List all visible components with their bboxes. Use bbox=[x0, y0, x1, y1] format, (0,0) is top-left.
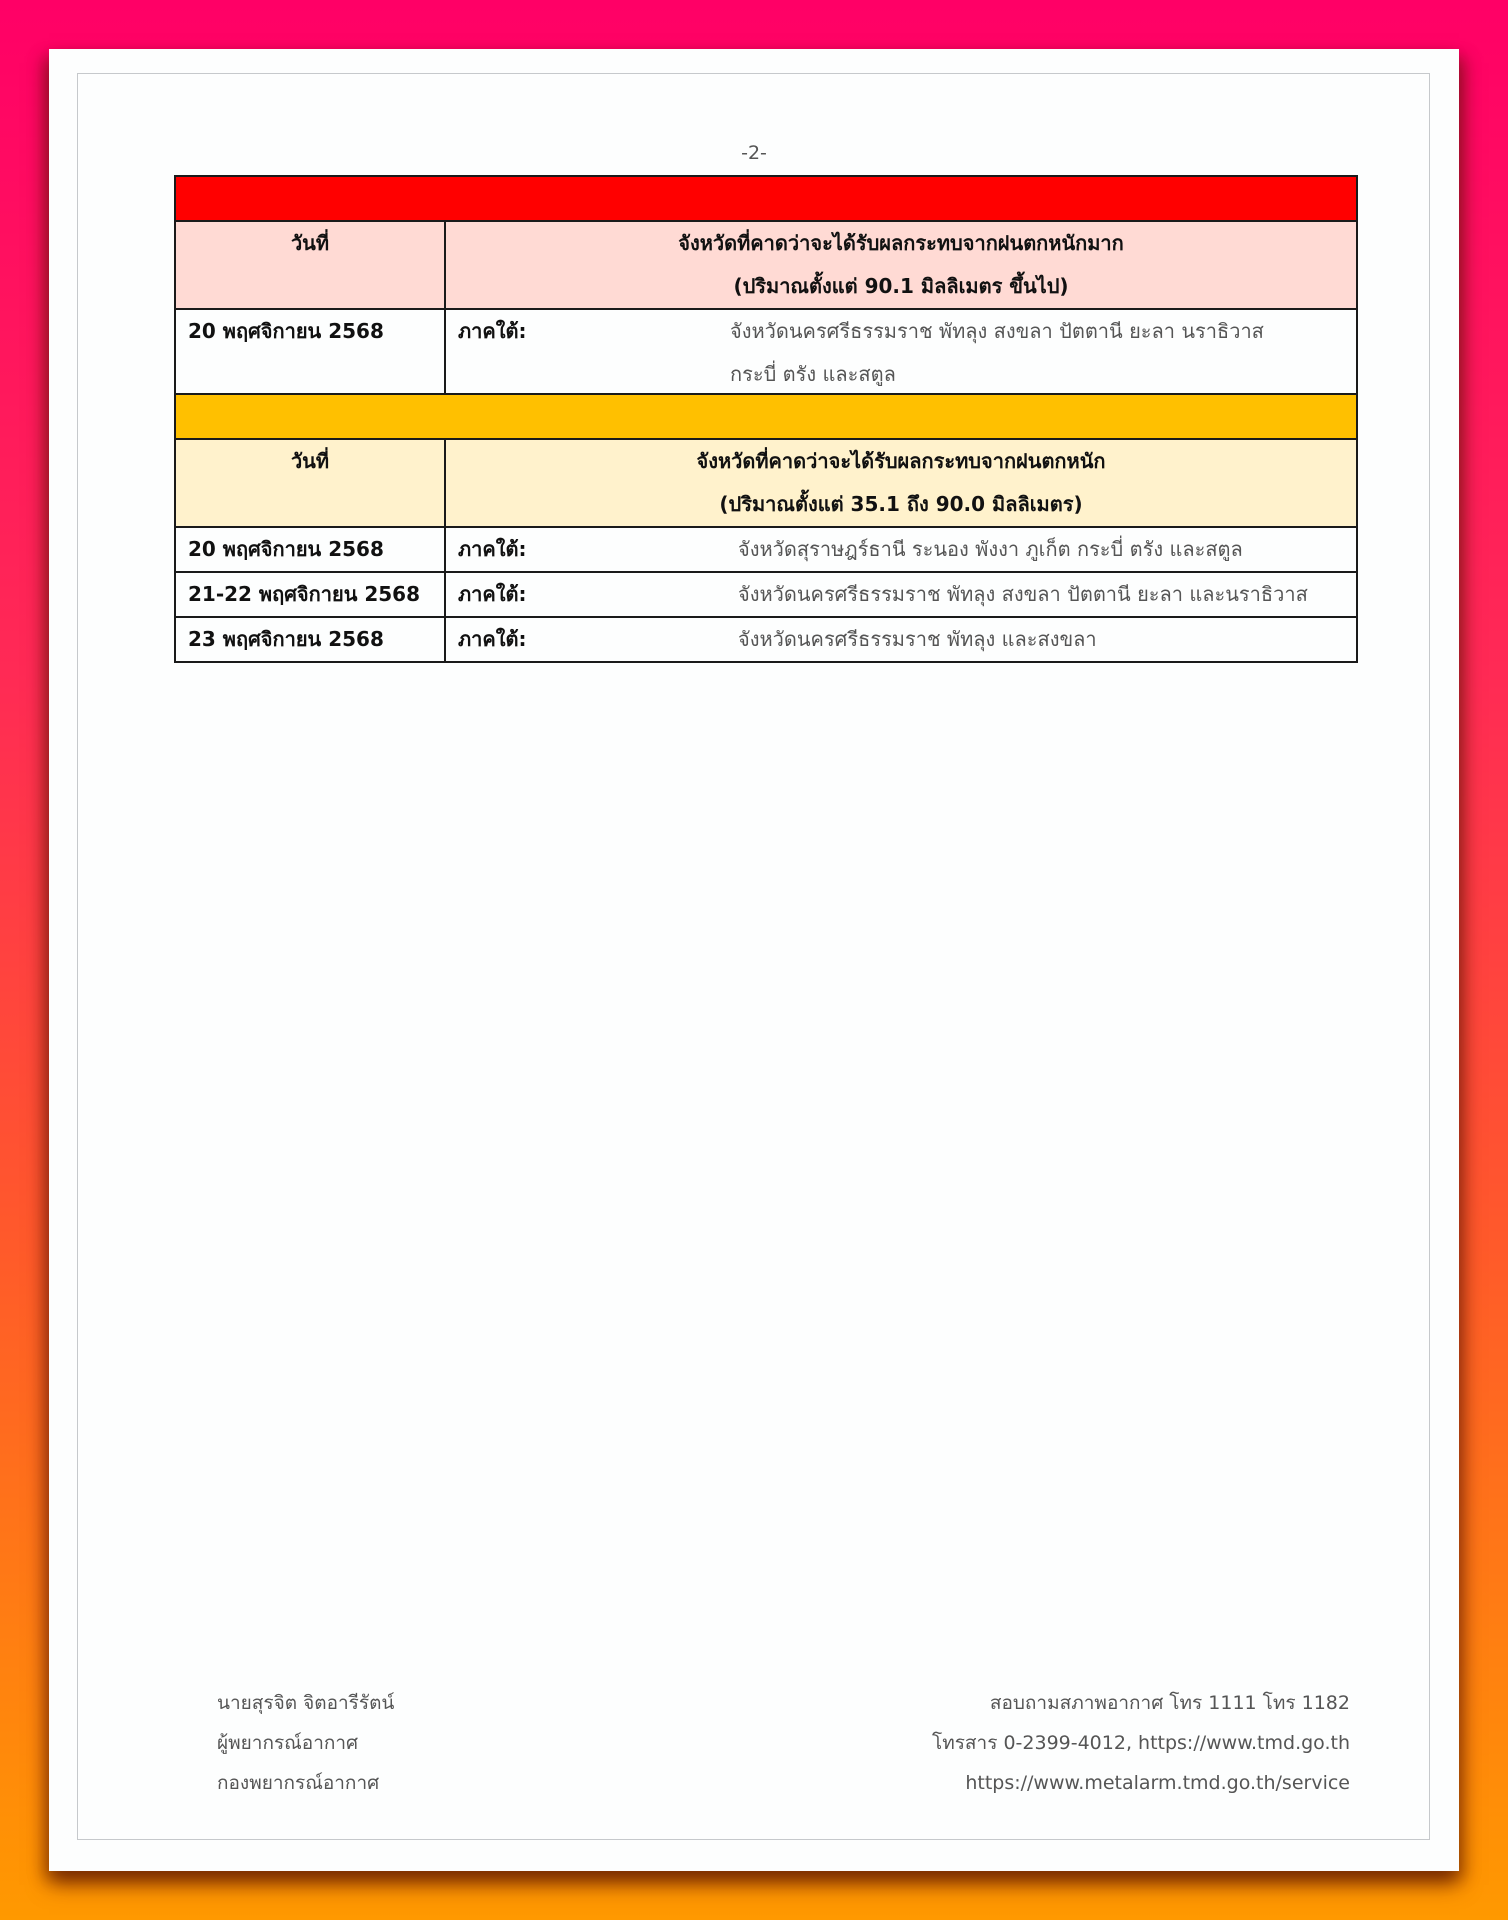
region-label: ภาคใต้: bbox=[458, 319, 527, 343]
row-date: 21-22 พฤศจิกายน 2568 bbox=[175, 572, 445, 617]
header-title-line2: (ปริมาณตั้งแต่ 35.1 ถึง 90.0 มิลลิเมตร) bbox=[719, 492, 1083, 516]
table-row bbox=[175, 527, 1357, 572]
row-provinces-cell bbox=[445, 572, 1357, 617]
very-heavy-rain-table bbox=[174, 175, 1358, 398]
province-list: จังหวัดนครศรีธรรมราช พัทลุง สงขลา ปัตตานี ยะลา และนราธิวาส bbox=[738, 582, 1308, 606]
very-heavy-rain-header bbox=[445, 221, 1357, 309]
row-provinces-cell bbox=[445, 617, 1357, 662]
row-date: 23 พฤศจิกายน 2568 bbox=[175, 617, 445, 662]
forecaster-name: นายสุรจิต จิตอารีรัตน์ bbox=[217, 1692, 395, 1714]
header-title-line1: จังหวัดที่คาดว่าจะได้รับผลกระทบจากฝนตกหนัก bbox=[696, 449, 1106, 473]
forecaster-signature-block bbox=[217, 1683, 394, 1803]
province-list: จังหวัดนครศรีธรรมราช พัทลุง และสงขลา bbox=[738, 627, 1097, 651]
very-heavy-rain-header-row bbox=[175, 221, 1357, 309]
table-row bbox=[175, 572, 1357, 617]
service-url: https://www.metalarm.tmd.go.th/service bbox=[965, 1772, 1350, 1794]
weather-inquiry-phone: สอบถามสภาพอากาศ โทร 1111 โทร 1182 bbox=[989, 1692, 1350, 1714]
region-label: ภาคใต้: bbox=[458, 627, 527, 651]
row-date: 20 พฤศจิกายน 2568 bbox=[175, 309, 445, 397]
row-date: 20 พฤศจิกายน 2568 bbox=[175, 527, 445, 572]
fax-and-website: โทรสาร 0-2399-4012, https://www.tmd.go.th bbox=[932, 1732, 1350, 1754]
province-list bbox=[730, 310, 1356, 396]
province-line1: จังหวัดนครศรีธรรมราช พัทลุง สงขลา ปัตตานี ยะลา นราธิวาส bbox=[730, 319, 1264, 343]
region-label: ภาคใต้: bbox=[458, 582, 527, 606]
heavy-rain-header bbox=[445, 439, 1357, 527]
date-column-header: วันที่ bbox=[175, 221, 445, 309]
header-title-line1: จังหวัดที่คาดว่าจะได้รับผลกระทบจากฝนตกหนักมาก bbox=[678, 231, 1124, 255]
row-provinces-cell bbox=[445, 527, 1357, 572]
heavy-rain-table bbox=[174, 393, 1358, 663]
table-row bbox=[175, 309, 1357, 397]
forecaster-position: ผู้พยากรณ์อากาศ bbox=[217, 1732, 359, 1754]
region-label: ภาคใต้: bbox=[458, 537, 527, 561]
province-line2: กระบี่ ตรัง และสตูล bbox=[730, 362, 896, 386]
heavy-rain-header-row bbox=[175, 439, 1357, 527]
header-title-line2: (ปริมาณตั้งแต่ 90.1 มิลลิเมตร ขึ้นไป) bbox=[733, 274, 1069, 298]
province-list: จังหวัดสุราษฎร์ธานี ระนอง พังงา ภูเก็ต กระบี่ ตรัง และสตูล bbox=[738, 537, 1243, 561]
red-warning-band bbox=[175, 176, 1357, 221]
forecaster-department: กองพยากรณ์อากาศ bbox=[217, 1772, 380, 1794]
contact-info-block bbox=[932, 1683, 1350, 1803]
page-number: -2- bbox=[741, 142, 767, 164]
orange-warning-band bbox=[175, 394, 1357, 439]
row-provinces-cell bbox=[445, 309, 1357, 397]
date-column-header: วันที่ bbox=[175, 439, 445, 527]
table-row bbox=[175, 617, 1357, 662]
